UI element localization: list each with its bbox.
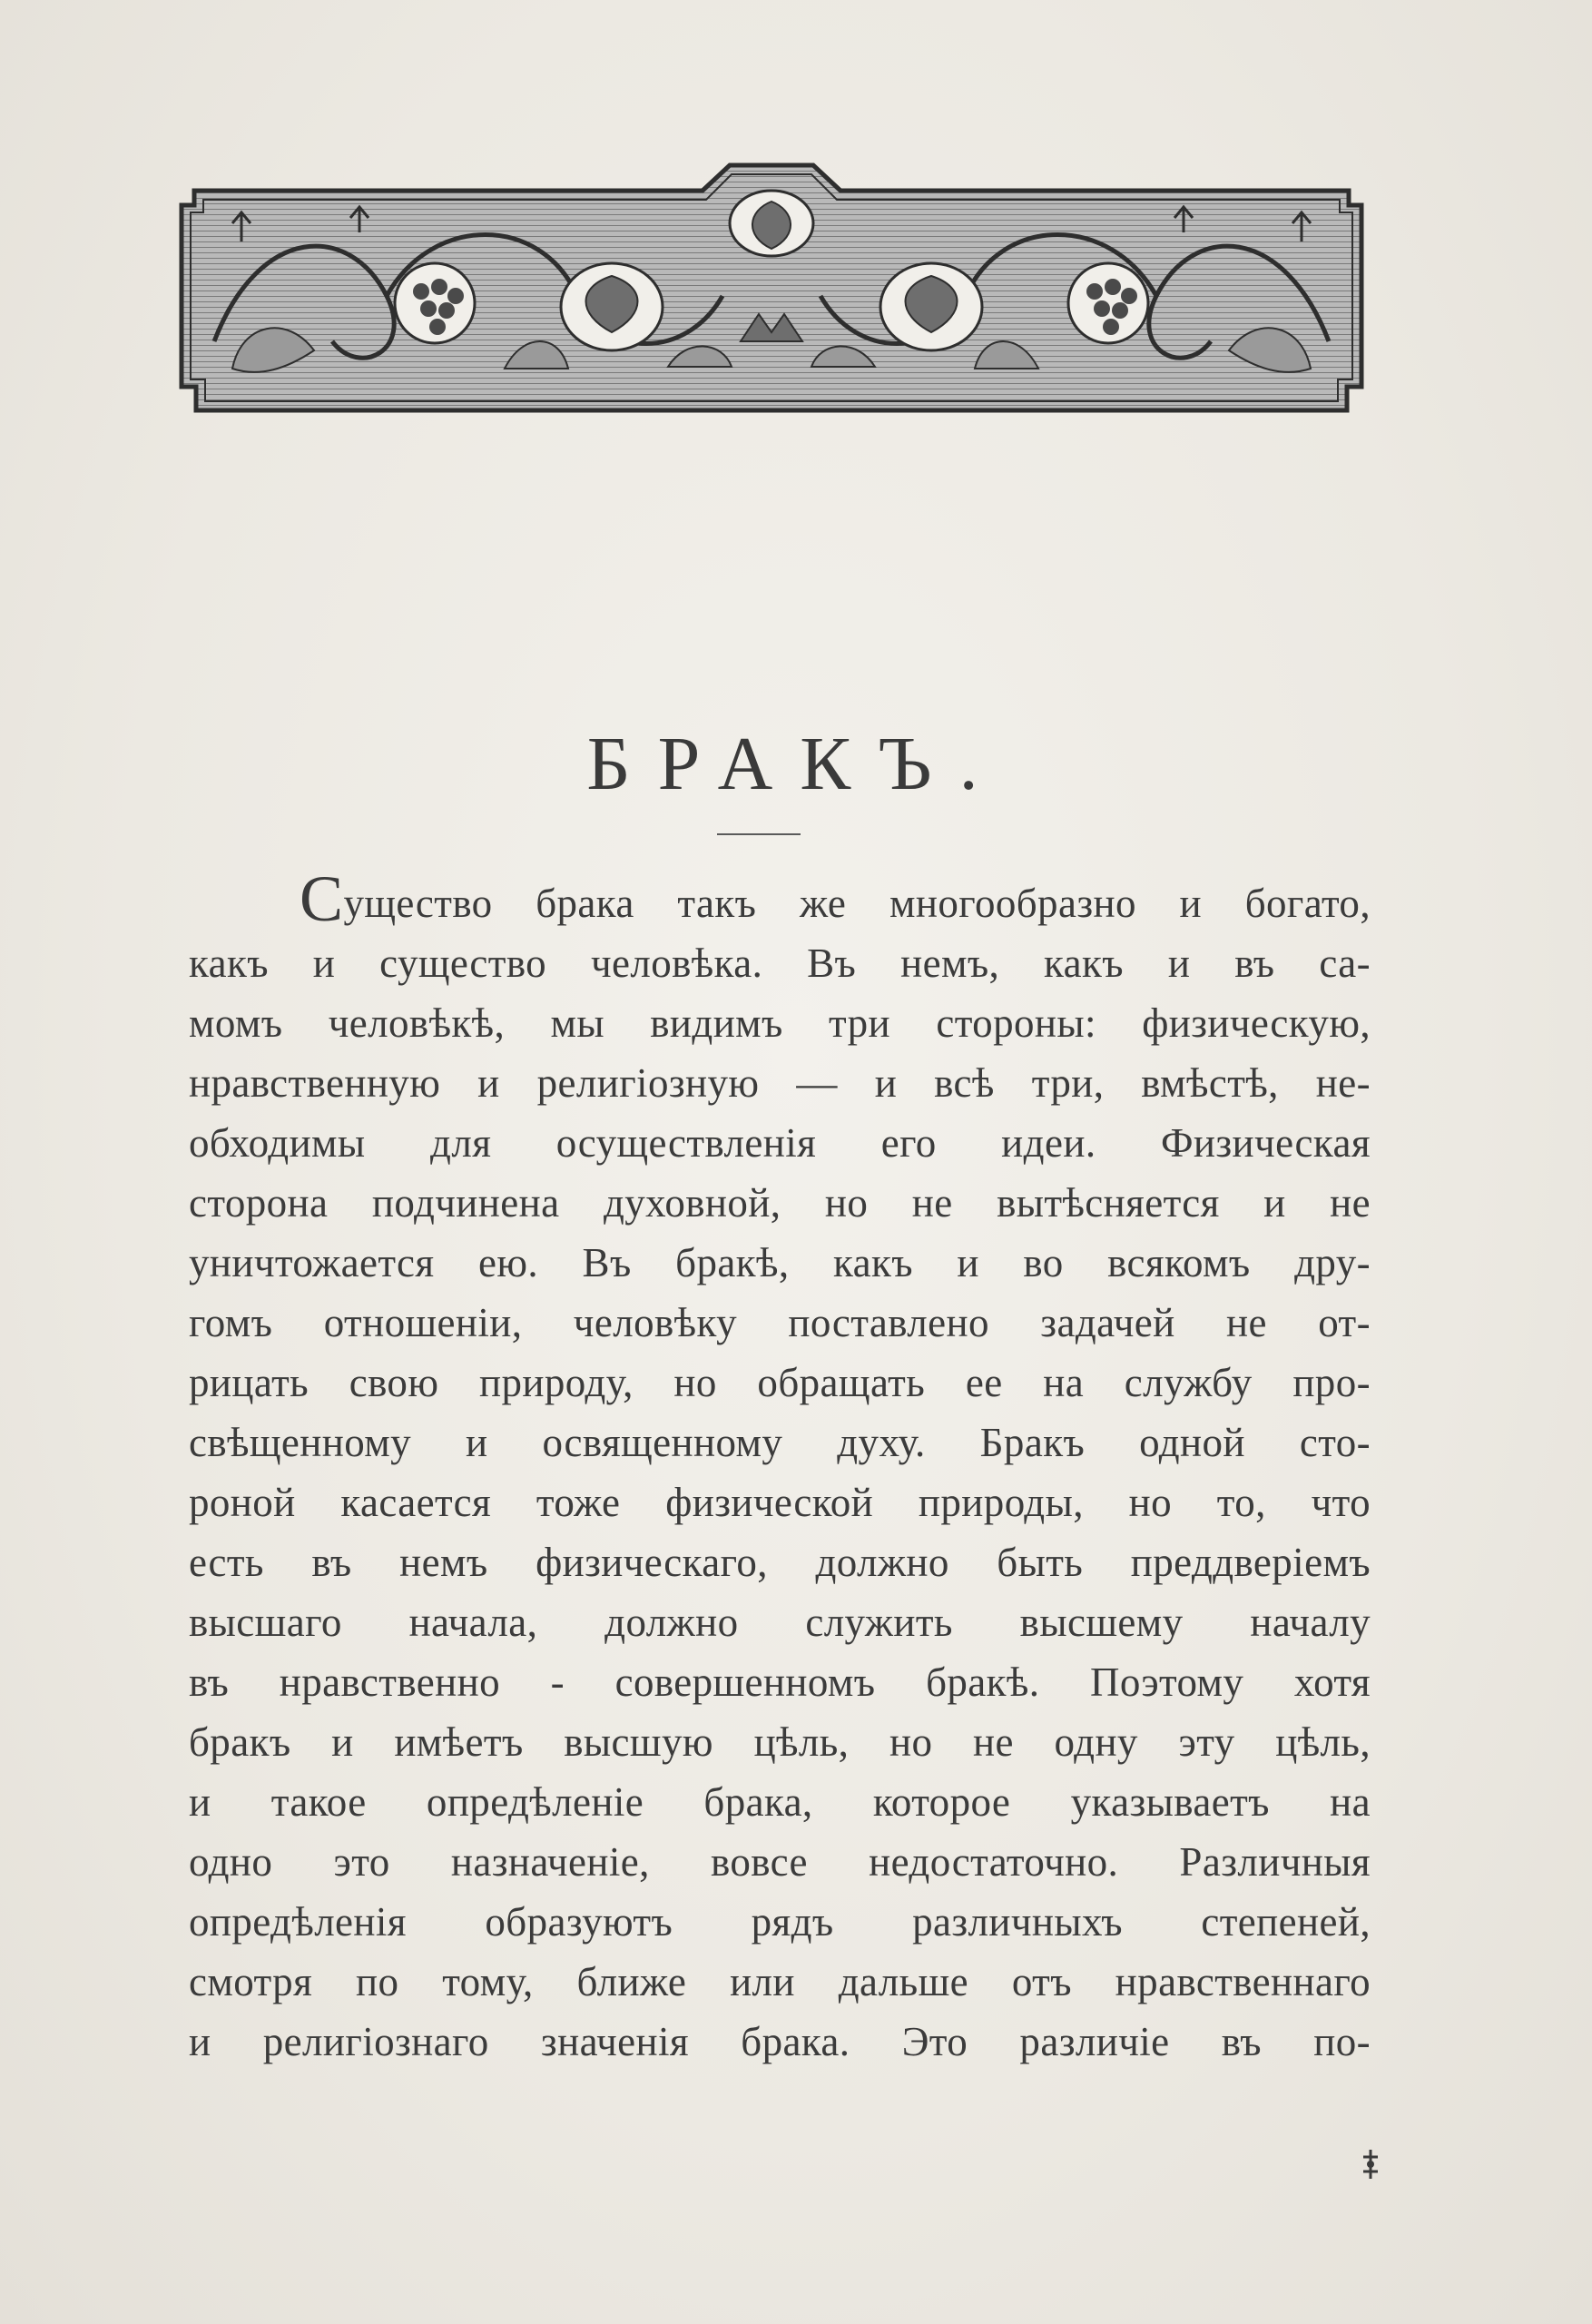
- title-divider: [717, 833, 801, 835]
- paragraph-line: свѣщенному и освященному духу. Бракъ одной сто-: [189, 1420, 1371, 1465]
- paragraph-line: одно это назначеніе, вовсе недостаточно. Различныя: [189, 1839, 1371, 1885]
- paragraph-line: опредѣленія образуютъ рядъ различныхъ степеней,: [189, 1899, 1371, 1945]
- paragraph-line-text: ущество брака такъ же многообразно и богато,: [343, 881, 1371, 926]
- paragraph-line: есть въ немъ физическаго, должно быть преддверіемъ: [189, 1540, 1371, 1585]
- paragraph-line: нравственную и религіозную — и всѣ три, вмѣстѣ, не-: [189, 1060, 1371, 1106]
- paragraph-line: и религіознаго значенія брака. Это различіе въ по-: [189, 2019, 1371, 2064]
- paragraph-line: смотря по тому, ближе или дальше отъ нравственнаго: [189, 1959, 1371, 2004]
- paragraph-line: и такое опредѣленіе брака, которое указываетъ на: [189, 1779, 1371, 1825]
- paragraph-line: [189, 862, 1371, 935]
- paragraph-line: рицать свою природу, но обращать ее на службу про-: [189, 1360, 1371, 1405]
- drop-letter: С: [300, 862, 344, 935]
- paragraph-line: роной касается тоже физической природы, но то, что: [189, 1480, 1371, 1525]
- paragraph: [189, 862, 1371, 2072]
- paragraph-line: высшаго начала, должно служить высшему началу: [189, 1600, 1371, 1645]
- printer-mark-icon: [1360, 2148, 1381, 2181]
- floral-ornament-icon: [178, 160, 1365, 418]
- paragraph-line: гомъ отношеніи, человѣку поставлено задачей не от-: [189, 1300, 1371, 1345]
- paragraph-line: въ нравственно - совершенномъ бракѣ. Поэтому хотя: [189, 1659, 1371, 1705]
- paragraph-line: момъ человѣкѣ, мы видимъ три стороны: физическую,: [189, 1000, 1371, 1046]
- chapter-title: БРАКЪ.: [586, 722, 1006, 806]
- paragraph-line: бракъ и имѣетъ высшую цѣль, но не одну эту цѣль,: [189, 1719, 1371, 1765]
- paragraph-line: обходимы для осуществленія его идеи. Физическая: [189, 1120, 1371, 1166]
- paragraph-line: уничтожается ею. Въ бракѣ, какъ и во всякомъ дру-: [189, 1240, 1371, 1285]
- paragraph-line: какъ и существо человѣка. Въ немъ, какъ и въ са-: [189, 940, 1371, 986]
- paragraph-line: сторона подчинена духовной, но не вытѣсняется и не: [189, 1180, 1371, 1226]
